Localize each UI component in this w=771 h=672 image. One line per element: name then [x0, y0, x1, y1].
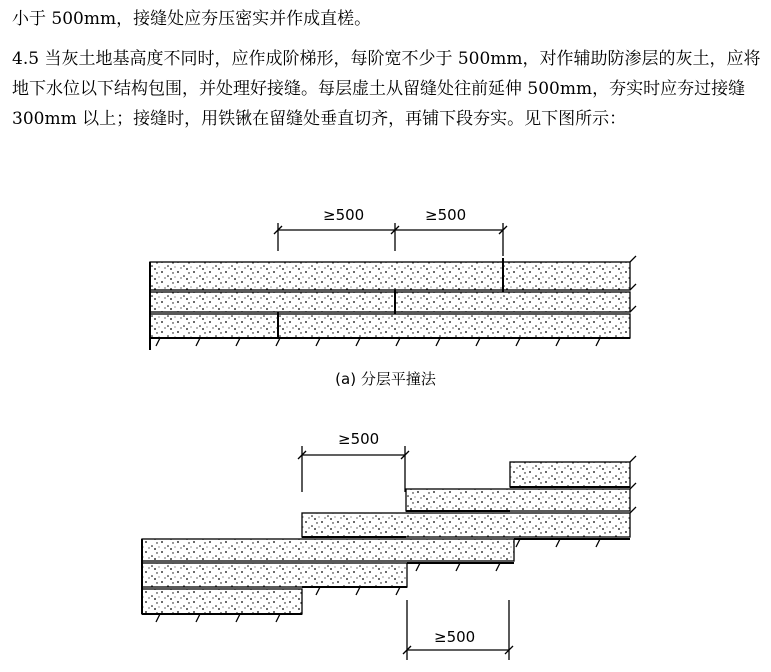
paragraph-4-5: 4.5 当灰土地基高度不同时，应作成阶梯形，每阶宽不少于 500mm，对作辅助防渗层的灰土，应将地下水位以下结构包围，并处理好接缝。每层虚土从留缝处往前延伸 500mm，夯实时应夯过接缝 300mm 以上；接缝时，用铁锹在留缝处垂直切齐，再铺下段夯实。见下图所示： — [12, 49, 761, 129]
figure-b-diagram — [142, 446, 636, 660]
fig-a-right-breaks — [630, 256, 636, 312]
fig-b-step-3 — [302, 513, 630, 537]
paragraph-1: 小于 500mm，接缝处应夯压密实并作成直槎。 — [12, 9, 372, 29]
fig-b-step-2 — [406, 489, 630, 511]
fig-a-layer-middle — [150, 292, 630, 312]
fig-a-layer-top — [150, 262, 630, 290]
fig-a-dim-label-left: ≥500 — [323, 206, 365, 224]
fig-b-dim-label-top: ≥500 — [338, 430, 380, 448]
figure-a-caption: (a) 分层平撞法 — [335, 370, 436, 388]
fig-b-dim-label-bottom: ≥500 — [434, 628, 476, 646]
fig-a-ground-hatch — [156, 338, 600, 346]
fig-b-right-breaks — [630, 456, 636, 513]
fig-b-step-1 — [510, 462, 630, 487]
fig-b-step-4 — [142, 539, 514, 561]
figure-a-diagram — [150, 223, 636, 350]
fig-a-layer-bottom — [150, 314, 630, 338]
fig-a-dim-label-right: ≥500 — [425, 206, 467, 224]
fig-b-step-5 — [142, 563, 407, 587]
fig-b-step-6 — [142, 589, 302, 614]
